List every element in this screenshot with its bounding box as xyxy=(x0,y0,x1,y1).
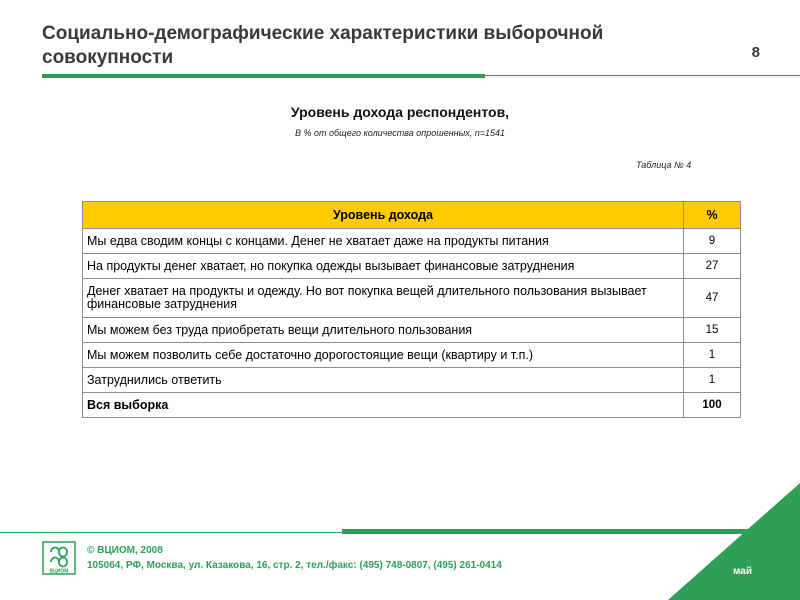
row-value: 9 xyxy=(684,229,741,254)
header-rule-thick xyxy=(42,74,485,78)
table-row xyxy=(83,318,741,343)
vciom-logo xyxy=(42,541,76,575)
footer-copyright: © ВЦИОМ, 2008 xyxy=(87,545,163,556)
row-label: Мы едва сводим концы с концами. Денег не хватает даже на продукты питания xyxy=(83,229,684,254)
row-label: Затруднились ответить xyxy=(83,368,684,393)
row-value: 15 xyxy=(684,318,741,343)
header-rule-thin xyxy=(485,75,800,76)
total-value: 100 xyxy=(684,393,741,418)
row-label: На продукты денег хватает, но покупка одежды вызывает финансовые затруднения xyxy=(83,254,684,279)
table-header-row xyxy=(83,202,741,229)
total-label: Вся выборка xyxy=(83,393,684,418)
table-row xyxy=(83,368,741,393)
income-table xyxy=(82,201,741,418)
table-total-row xyxy=(83,393,741,418)
table-row xyxy=(83,279,741,318)
row-label: Мы можем без труда приобретать вещи длительного пользования xyxy=(83,318,684,343)
footer-rule-thin xyxy=(0,532,342,533)
page-number: 8 xyxy=(751,44,760,61)
row-value: 47 xyxy=(684,279,741,318)
row-label: Денег хватает на продукты и одежду. Но вот покупка вещей длительного пользования вызывает финансовые затруднения xyxy=(83,279,684,318)
corner-triangle xyxy=(668,483,800,600)
table-row xyxy=(83,343,741,368)
row-value: 1 xyxy=(684,343,741,368)
table-row xyxy=(83,254,741,279)
row-label: Мы можем позволить себе достаточно дорогостоящие вещи (квартиру и т.п.) xyxy=(83,343,684,368)
slide-title: Социально-демографические характеристики выборочной совокупности xyxy=(42,23,604,68)
month-label: май xyxy=(733,566,752,577)
table-subtitle: В % от общего количества опрошенных, n=1541 xyxy=(294,128,506,138)
column-header-percent: % xyxy=(684,202,741,229)
table-row xyxy=(83,229,741,254)
column-header-income-level: Уровень дохода xyxy=(83,202,684,229)
row-value: 1 xyxy=(684,368,741,393)
logo-text: ВЦИОМ xyxy=(49,568,69,575)
table-title: Уровень дохода респондентов, xyxy=(290,104,510,120)
footer-address: 105064, РФ, Москва, ул. Казакова, 16, стр. 2, тел./факс: (495) 748-0807, (495) 261-0414 xyxy=(87,560,502,571)
row-value: 27 xyxy=(684,254,741,279)
table-number: Таблица № 4 xyxy=(636,160,692,170)
